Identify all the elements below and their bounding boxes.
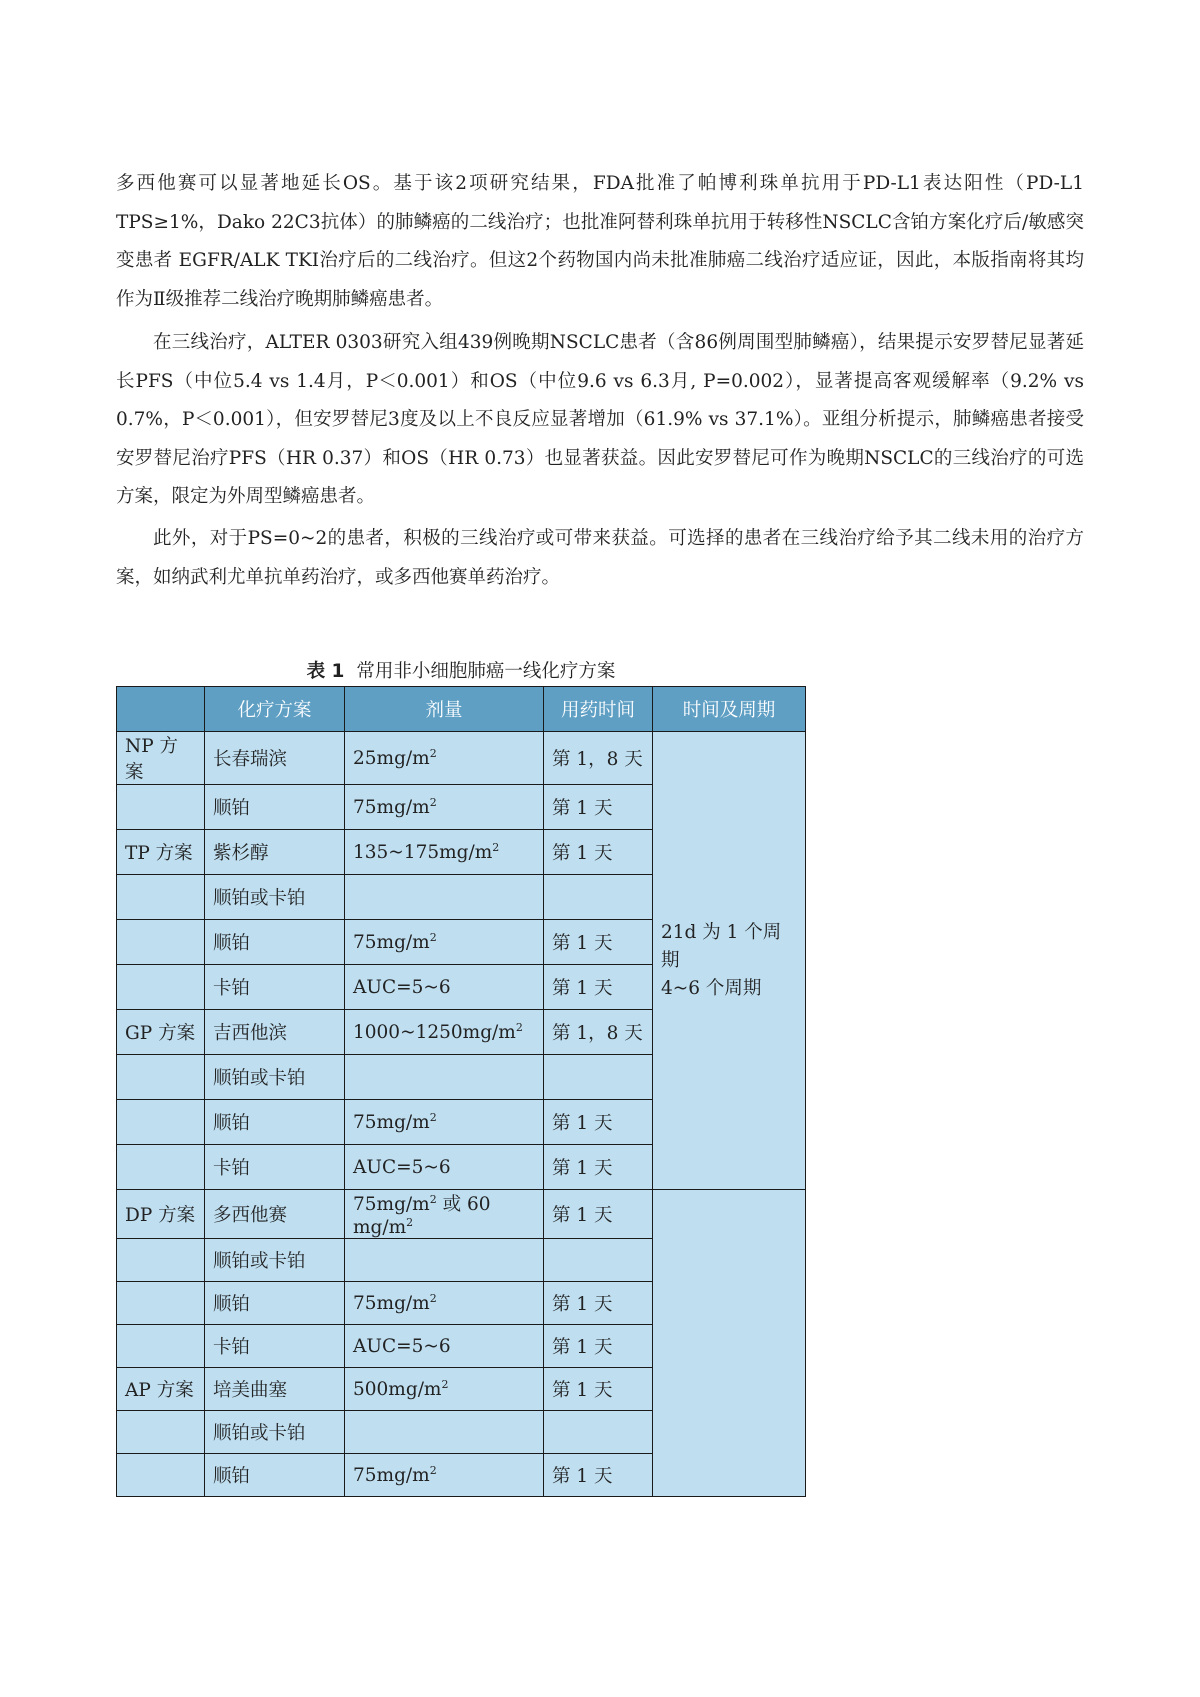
timing-cell: 第 1 天 [544, 965, 653, 1010]
header-cell: 化疗方案 [205, 687, 345, 732]
dose-cell: $25mg/m^2$ [345, 732, 544, 785]
header-cell [117, 687, 205, 732]
dose-cell: AUC=5~6 [345, 1325, 544, 1368]
timing-cell: 第 1，8 天 [544, 732, 653, 785]
dose-cell: $75mg/m^2$ [345, 920, 544, 965]
timing-cell [544, 875, 653, 920]
timing-cell: 第 1 天 [544, 1100, 653, 1145]
dose-cell [345, 1055, 544, 1100]
unit-superscript: 2 [429, 1464, 437, 1478]
unit-superscript: 2 [406, 1216, 414, 1229]
drug-cell: 培美曲塞 [205, 1368, 345, 1411]
dose-cell [345, 1411, 544, 1454]
timing-cell: 第 1 天 [544, 1325, 653, 1368]
unit-superscript: 2 [515, 1020, 523, 1034]
period-cell [653, 732, 806, 1190]
drug-cell: 顺铂或卡铂 [205, 875, 345, 920]
drug-cell: 顺铂或卡铂 [205, 1239, 345, 1282]
drug-cell: 卡铂 [205, 1145, 345, 1190]
timing-cell: 第 1，8 天 [544, 1010, 653, 1055]
drug-cell: 顺铂 [205, 1100, 345, 1145]
paragraph: 此外，对于PS=0~2的患者，积极的三线治疗或可带来获益。可选择的患者在三线治疗给予其二线未用的治疗方案，如纳武利尤单抗单药治疗，或多西他赛单药治疗。 [116, 528, 1084, 588]
drug-cell: 卡铂 [205, 965, 345, 1010]
dose-cell [345, 1239, 544, 1282]
header-cell: 用药时间 [544, 687, 653, 732]
period-line: 4~6 个周期 [661, 977, 762, 999]
regimen-cell [117, 1145, 205, 1190]
table-caption-number: 表 1 [306, 661, 345, 682]
table-caption-text: 常用非小细胞肺癌一线化疗方案 [356, 661, 616, 682]
dose-cell: AUC=5~6 [345, 965, 544, 1010]
dose-cell: AUC=5~6 [345, 1145, 544, 1190]
header-cell: 时间及周期 [653, 687, 806, 732]
drug-cell: 顺铂 [205, 920, 345, 965]
unit-superscript: 2 [429, 1192, 437, 1206]
dose-cell: $75mg/m^2$ [345, 1100, 544, 1145]
unit-superscript: 2 [429, 1110, 437, 1124]
dose-cell: $1000\sim 1250mg/m^2$ [345, 1010, 544, 1055]
regimen-cell [117, 965, 205, 1010]
unit-superscript: 2 [429, 746, 437, 760]
regimen-cell [117, 1454, 205, 1497]
drug-cell: 紫杉醇 [205, 830, 345, 875]
paragraph: 多西他赛可以显著地延长OS。基于该2项研究结果，FDA批准了帕博利珠单抗用于PD-L1表达阳性（PD-L1 TPS≥1%，Dako 22C3抗体）的肺鳞癌的二线治疗；也批准阿替利珠单抗用于转移性NSCLC含铂方案化疗后/敏感突变患者 EGFR/ALK TKI治疗后的二线治疗。但这2个药物国内尚未批准肺癌二线治疗适应证，因此，本版指南将其均作为Ⅱ级推荐二线治疗晚期肺鳞癌患者。 [116, 173, 1084, 310]
timing-cell [544, 1055, 653, 1100]
drug-cell: 顺铂 [205, 1454, 345, 1497]
table-header-row [117, 687, 806, 732]
regimen-cell [117, 1055, 205, 1100]
dose-cell: $75mg/m^2$ [345, 785, 544, 830]
timing-cell: 第 1 天 [544, 830, 653, 875]
dose-cell [345, 875, 544, 920]
dose-cell: $135\sim 175mg/m^2$ [345, 830, 544, 875]
paragraph: 在三线治疗，ALTER 0303研究入组439例晚期NSCLC患者（含86例周围型肺鳞癌），结果提示安罗替尼显著延长PFS（中位5.4 vs 1.4月，P＜0.001）和OS（中位9.6 vs 6.3月, P=0.002），显著提高客观缓解率（9.2% vs 0.7%，P＜0.001），但安罗替尼3度及以上不良反应显著增加（61.9% vs 37.1%）。亚组分析提示，肺鳞癌患者接受安罗替尼治疗PFS（HR 0.37）和OS（HR 0.73）也显著获益。因此安罗替尼可作为晚期NSCLC的三线治疗的可选方案，限定为外周型鳞癌患者。 [116, 332, 1084, 507]
timing-cell: 第 1 天 [544, 1190, 653, 1239]
regimen-cell [117, 875, 205, 920]
dose-cell: $75mg/m^2$ 或 60 $mg/m^2$ [345, 1190, 544, 1239]
regimen-cell [117, 1239, 205, 1282]
period-cell-empty [653, 1190, 806, 1497]
unit-superscript: 2 [492, 840, 500, 854]
drug-cell: 顺铂 [205, 1282, 345, 1325]
timing-cell [544, 1239, 653, 1282]
header-cell: 剂量 [345, 687, 544, 732]
drug-cell: 顺铂或卡铂 [205, 1411, 345, 1454]
unit-superscript: 2 [429, 1292, 437, 1306]
drug-cell: 顺铂 [205, 785, 345, 830]
dose-cell: $75mg/m^2$ [345, 1282, 544, 1325]
regimen-cell: TP 方案 [117, 830, 205, 875]
table-row [117, 1190, 806, 1239]
unit-superscript: 2 [429, 795, 437, 809]
regimen-cell [117, 1282, 205, 1325]
timing-cell: 第 1 天 [544, 1454, 653, 1497]
table-body [117, 732, 806, 1497]
regimen-cell [117, 1325, 205, 1368]
drug-cell: 卡铂 [205, 1325, 345, 1368]
regimen-cell [117, 1100, 205, 1145]
dose-cell: $75mg/m^2$ [345, 1454, 544, 1497]
unit-superscript: 2 [429, 930, 437, 944]
unit-superscript: 2 [441, 1378, 449, 1392]
timing-cell: 第 1 天 [544, 1145, 653, 1190]
drug-cell: 吉西他滨 [205, 1010, 345, 1055]
drug-cell: 长春瑞滨 [205, 732, 345, 785]
regimen-cell [117, 920, 205, 965]
timing-cell: 第 1 天 [544, 1368, 653, 1411]
regimen-cell [117, 785, 205, 830]
dose-cell: $500mg/m^2$ [345, 1368, 544, 1411]
regimen-cell: GP 方案 [117, 1010, 205, 1055]
timing-cell: 第 1 天 [544, 785, 653, 830]
regimen-cell: NP 方案 [117, 732, 205, 785]
drug-cell: 多西他赛 [205, 1190, 345, 1239]
timing-cell: 第 1 天 [544, 1282, 653, 1325]
regimen-table [116, 686, 806, 1497]
timing-cell: 第 1 天 [544, 920, 653, 965]
timing-cell [544, 1411, 653, 1454]
period-line: 21d 为 1 个周期 [661, 921, 782, 971]
drug-cell: 顺铂或卡铂 [205, 1055, 345, 1100]
regimen-cell: DP 方案 [117, 1190, 205, 1239]
table-row [117, 732, 806, 785]
regimen-cell: AP 方案 [117, 1368, 205, 1411]
regimen-cell [117, 1411, 205, 1454]
table-caption [116, 657, 806, 683]
